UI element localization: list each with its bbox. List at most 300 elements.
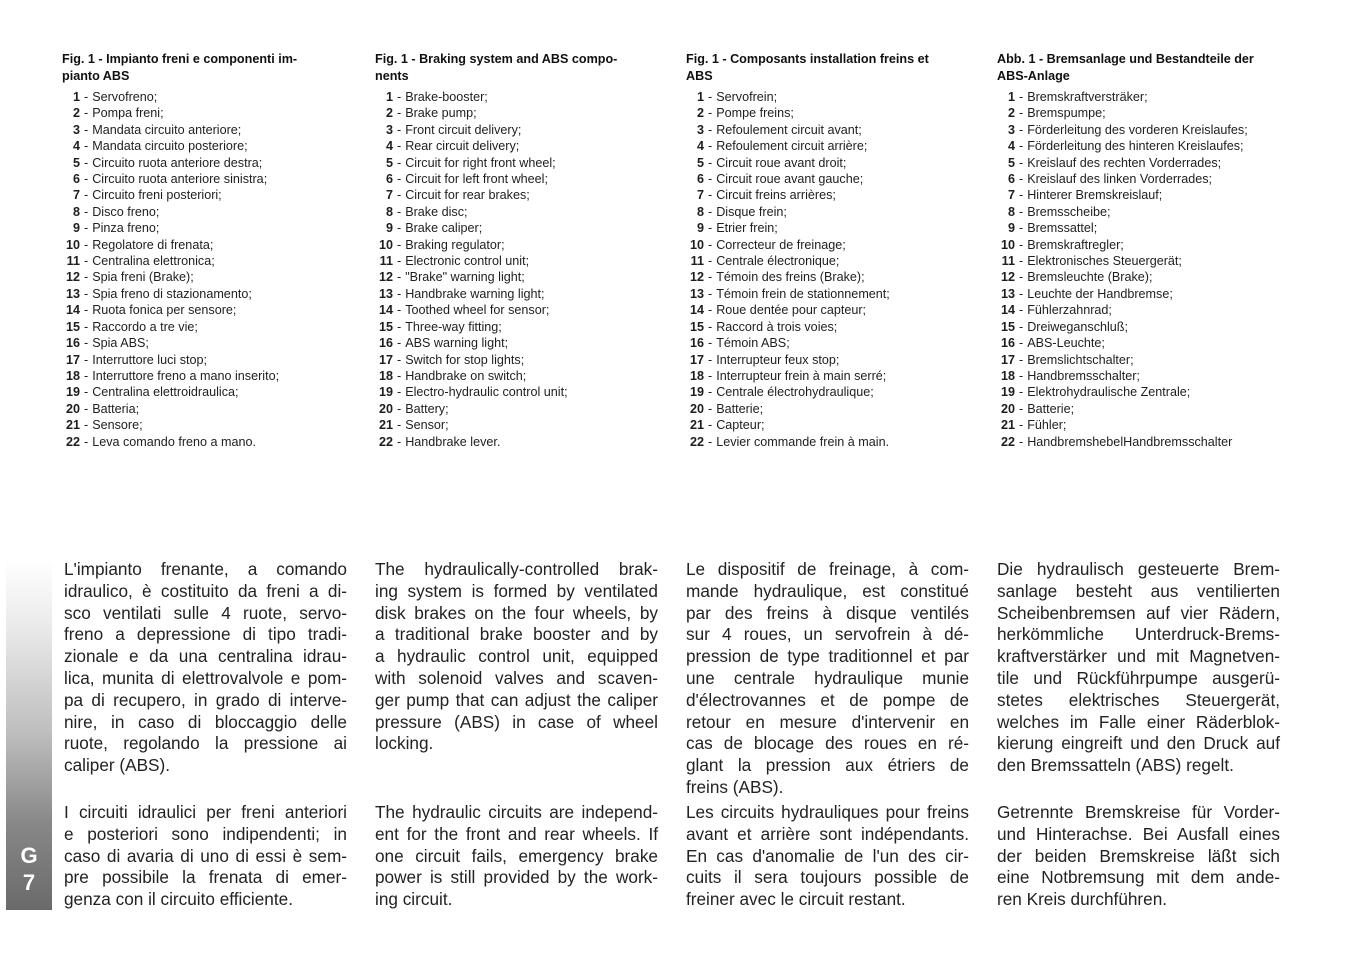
legend-item <box>62 122 350 138</box>
text-line: I circuiti idraulici per freni anteriori <box>64 802 347 822</box>
separator: - <box>1019 368 1024 383</box>
legend-item <box>375 302 663 318</box>
legend-item <box>686 138 974 154</box>
figure-caption: Fig. 1 - Impianto freni e componenti im- pianto ABS <box>62 52 298 83</box>
item-label: Levier commande frein à main. <box>716 434 890 449</box>
text-line: stetes elektrisches Steuergerät, <box>997 689 1280 710</box>
separator: - <box>84 221 89 236</box>
item-label: Refoulement circuit arrière; <box>716 139 868 154</box>
text-line: herkömmliche Unterdruck-Brems- <box>997 624 1280 645</box>
separator: - <box>397 270 402 285</box>
separator: - <box>1019 270 1024 285</box>
item-number: 9 <box>72 221 80 236</box>
item-number: 15 <box>65 319 80 334</box>
text-line: locking. <box>375 733 434 754</box>
item-number: 12 <box>378 270 393 285</box>
text-line: und Hinterachse. Bei Ausfall eines <box>997 823 1280 844</box>
item-number: 11 <box>690 254 704 269</box>
item-number: 12 <box>65 270 80 285</box>
separator: - <box>84 385 89 400</box>
separator: - <box>1019 286 1024 301</box>
legend-item <box>62 417 350 433</box>
legend-item <box>686 335 974 351</box>
text-line: sur 4 roues, un servofrein à dé- <box>686 624 969 645</box>
legend-item <box>686 401 974 417</box>
text-line: ing circuit. <box>375 889 453 910</box>
text-line: tile und Rückführpumpe ausgerü- <box>997 667 1280 688</box>
paragraph-french-p1 <box>686 559 969 799</box>
legend-item <box>997 237 1285 253</box>
legend-item <box>686 204 974 220</box>
paragraph-italian-p2 <box>64 802 347 911</box>
item-number: 6 <box>385 172 393 187</box>
text-line: pressure (ABS) in case of wheel <box>375 711 658 732</box>
legend-item <box>62 401 350 417</box>
separator: - <box>708 139 713 154</box>
item-label: Roue dentée pour capteur; <box>716 303 867 318</box>
separator: - <box>84 139 89 154</box>
separator: - <box>1019 434 1024 449</box>
item-number: 17 <box>1000 352 1015 367</box>
text-line: glant la pression aux étriers de <box>686 755 969 776</box>
item-label: Pompa freni; <box>92 106 164 121</box>
text-line: idraulico, è costituito da freni a di- <box>64 580 347 601</box>
legend-item <box>997 187 1285 203</box>
text-line: cas de blocage des roues en ré- <box>686 733 969 754</box>
separator: - <box>708 368 713 383</box>
separator: - <box>1019 221 1024 236</box>
separator: - <box>84 237 89 252</box>
separator: - <box>708 418 713 433</box>
legend-item <box>686 417 974 433</box>
item-number: 20 <box>689 401 704 416</box>
item-number: 19 <box>65 385 80 400</box>
legend-item <box>997 171 1285 187</box>
separator: - <box>397 319 402 334</box>
text-line: a hydraulic control unit, equipped <box>375 646 658 667</box>
item-number: 18 <box>378 368 393 383</box>
legend-item <box>375 105 663 121</box>
separator: - <box>1019 139 1024 154</box>
item-label: Handbrake lever. <box>405 434 501 449</box>
legend-item <box>375 187 663 203</box>
separator: - <box>397 172 402 187</box>
item-label: Servofreno; <box>92 90 158 104</box>
legend-item <box>997 352 1285 368</box>
text-line: ruote, regolando la pressione ai <box>64 733 347 754</box>
item-number: 1 <box>1007 90 1015 104</box>
item-label: Spia ABS; <box>92 336 149 351</box>
item-number: 17 <box>689 352 704 367</box>
separator: - <box>708 204 713 219</box>
item-number: 6 <box>696 172 704 187</box>
legend-item <box>997 434 1285 450</box>
separator: - <box>397 286 402 301</box>
item-number: 5 <box>385 155 393 170</box>
item-number: 4 <box>385 139 393 154</box>
separator: - <box>1019 254 1024 269</box>
item-label: Ruota fonica per sensore; <box>92 303 237 318</box>
separator: - <box>397 385 402 400</box>
item-number: 3 <box>72 122 80 137</box>
item-number: 19 <box>689 385 704 400</box>
separator: - <box>708 336 713 351</box>
separator: - <box>1019 385 1024 400</box>
item-number: 1 <box>72 90 80 104</box>
legend-item <box>686 89 974 105</box>
item-label: Interruttore freno a mano inserito; <box>92 368 280 383</box>
item-label: Batteria; <box>92 401 140 416</box>
item-label: ABS-Leuchte; <box>1027 336 1105 351</box>
item-label: Pinza freno; <box>92 221 160 236</box>
text-line: welches im Falle einer Räderblok- <box>997 711 1280 732</box>
separator: - <box>708 122 713 137</box>
legend-item <box>62 138 350 154</box>
text-line: par des freins à disque ventilés <box>686 602 969 623</box>
item-number: 10 <box>378 237 393 252</box>
item-label: Leuchte der Handbremse; <box>1027 286 1173 301</box>
paragraph-french-p2 <box>686 802 969 911</box>
item-number: 4 <box>1007 139 1015 154</box>
item-label: Bremskraftversträker; <box>1027 90 1148 104</box>
item-number: 1 <box>696 90 704 104</box>
legend-item <box>375 335 663 351</box>
text-line: with solenoid valves and scaven- <box>375 667 658 688</box>
separator: - <box>708 155 713 170</box>
legend-item <box>997 269 1285 285</box>
separator: - <box>397 254 402 269</box>
separator: - <box>397 237 402 252</box>
item-number: 8 <box>385 204 393 219</box>
item-number: 7 <box>72 188 80 203</box>
legend-item <box>62 253 350 269</box>
separator: - <box>708 254 713 269</box>
separator: - <box>397 122 402 137</box>
item-number: 22 <box>65 434 80 449</box>
item-label: Bremslichtschalter; <box>1027 352 1134 367</box>
item-number: 19 <box>1000 385 1015 400</box>
legend-item <box>62 434 350 450</box>
separator: - <box>708 401 713 416</box>
separator: - <box>1019 418 1024 433</box>
item-number: 9 <box>1007 221 1015 236</box>
item-number: 7 <box>1007 188 1015 203</box>
legend-item <box>375 384 663 400</box>
separator: - <box>397 106 402 121</box>
text-line: En cas d'anomalie de l'un des cir- <box>686 845 969 866</box>
legend-item <box>686 253 974 269</box>
item-label: Batterie; <box>1027 401 1075 416</box>
text-line: cuits il sera toujours possible de <box>686 867 969 888</box>
legend-item <box>997 204 1285 220</box>
text-line: Les circuits hydrauliques pour freins <box>686 802 969 822</box>
separator: - <box>397 155 402 170</box>
separator: - <box>708 352 713 367</box>
text-line: a traditional brake booster and by <box>375 624 658 645</box>
item-label: Etrier frein; <box>716 221 778 236</box>
separator: - <box>84 155 89 170</box>
separator: - <box>1019 122 1024 137</box>
item-number: 15 <box>378 319 393 334</box>
item-label: Brake disc; <box>405 204 468 219</box>
separator: - <box>397 204 402 219</box>
item-number: 21 <box>378 418 393 433</box>
section-tab <box>6 560 52 910</box>
legend-item <box>686 352 974 368</box>
separator: - <box>397 368 402 383</box>
item-number: 17 <box>378 352 393 367</box>
item-label: Sensore; <box>92 418 143 433</box>
separator: - <box>708 270 713 285</box>
legend-item <box>997 89 1285 105</box>
figure-caption: Fig. 1 - Composants installation freins et ABS <box>686 52 929 83</box>
text-line: lica, munita di elettrovalvole e pom- <box>64 667 347 688</box>
item-label: Brake-booster; <box>405 90 488 104</box>
separator: - <box>84 254 89 269</box>
item-number: 14 <box>689 303 704 318</box>
item-label: Three-way fitting; <box>405 319 502 334</box>
text-line: mande hydraulique, est constitué <box>686 580 969 601</box>
legend-item <box>62 368 350 384</box>
legend-item <box>686 302 974 318</box>
text-line: The hydraulic circuits are independ- <box>375 802 658 822</box>
item-number: 12 <box>1000 270 1015 285</box>
text-line: ing system is formed by ventilated <box>375 580 658 601</box>
text-line: der beiden Bremskreise läßt sich <box>997 845 1280 866</box>
separator: - <box>708 237 713 252</box>
separator: - <box>397 418 402 433</box>
item-number: 14 <box>65 303 80 318</box>
paragraph-german-p2 <box>997 802 1280 911</box>
page-number: 7 <box>22 870 36 895</box>
item-number: 11 <box>1001 254 1015 269</box>
separator: - <box>708 221 713 236</box>
item-label: Bremsleuchte (Brake); <box>1027 270 1153 285</box>
item-label: Servofrein; <box>716 90 778 104</box>
separator: - <box>397 221 402 236</box>
text-line: nire, in caso di bloccaggio delle <box>64 711 347 732</box>
separator: - <box>1019 319 1024 334</box>
legend-item <box>997 138 1285 154</box>
separator: - <box>1019 106 1024 121</box>
separator: - <box>84 352 89 367</box>
legend-item <box>997 384 1285 400</box>
item-number: 7 <box>696 188 704 203</box>
item-label: Electro-hydraulic control unit; <box>405 385 568 400</box>
separator: - <box>397 139 402 154</box>
separator: - <box>708 319 713 334</box>
item-number: 18 <box>689 368 704 383</box>
item-label: Circuit roue avant gauche; <box>716 172 864 187</box>
text-line: caso di avaria di uno di essi è sem- <box>64 845 347 866</box>
separator: - <box>397 352 402 367</box>
paragraph-german-p1 <box>997 559 1280 777</box>
item-label: Sensor; <box>405 418 449 433</box>
text-line: power is still provided by the work- <box>375 867 658 888</box>
item-number: 16 <box>65 336 80 351</box>
legend-item <box>375 368 663 384</box>
item-number: 1 <box>385 90 393 104</box>
separator: - <box>397 401 402 416</box>
legend-item <box>997 122 1285 138</box>
item-number: 2 <box>1007 106 1015 121</box>
item-number: 3 <box>696 122 704 137</box>
separator: - <box>1019 401 1024 416</box>
item-label: Leva comando freno a mano. <box>92 434 257 449</box>
item-label: Bremsscheibe; <box>1027 204 1111 219</box>
item-label: Fühler; <box>1027 418 1067 433</box>
item-label: Raccord à trois voies; <box>716 319 838 334</box>
legend-item <box>375 434 663 450</box>
item-label: Fühlerzahnrad; <box>1027 303 1112 318</box>
separator: - <box>1019 172 1024 187</box>
item-number: 18 <box>1000 368 1015 383</box>
legend-item <box>62 335 350 351</box>
legend-item <box>62 302 350 318</box>
item-number: 21 <box>1000 418 1015 433</box>
legend-item <box>375 155 663 171</box>
text-line: freno a depressione di tipo tradi- <box>64 624 347 645</box>
item-label: Handbremsschalter; <box>1027 368 1140 383</box>
item-number: 4 <box>696 139 704 154</box>
separator: - <box>84 401 89 416</box>
legend-item <box>375 220 663 236</box>
item-label: Mandata circuito anteriore; <box>92 122 242 137</box>
separator: - <box>1019 336 1024 351</box>
separator: - <box>708 303 713 318</box>
separator: - <box>1019 204 1024 219</box>
legend-item <box>686 368 974 384</box>
item-number: 10 <box>689 237 704 252</box>
item-number: 6 <box>1007 172 1015 187</box>
item-label: Pompe freins; <box>716 106 794 121</box>
legend-item <box>62 319 350 335</box>
legend-item <box>686 434 974 450</box>
item-label: Disco freno; <box>92 204 160 219</box>
separator: - <box>708 434 713 449</box>
item-label: Battery; <box>405 401 449 416</box>
item-number: 18 <box>65 368 80 383</box>
text-line: zionale e da una centralina idrau- <box>64 646 347 667</box>
separator: - <box>708 106 713 121</box>
item-label: Bremssattel; <box>1027 221 1098 236</box>
item-label: Correcteur de freinage; <box>716 237 846 252</box>
item-label: "Brake" warning light; <box>405 270 525 285</box>
text-line: L'impianto frenante, a comando <box>64 559 347 579</box>
item-label: HandbremshebelHandbremsschalter <box>1027 434 1233 449</box>
legend-item <box>62 237 350 253</box>
item-number: 5 <box>696 155 704 170</box>
separator: - <box>84 188 89 203</box>
separator: - <box>708 385 713 400</box>
item-number: 13 <box>65 286 80 301</box>
text-line: pre possibile la frenata di emer- <box>64 867 347 888</box>
legend-item <box>62 352 350 368</box>
legend-item <box>375 138 663 154</box>
legend-item <box>62 384 350 400</box>
item-number: 5 <box>72 155 80 170</box>
text-line: kierung eingreift und den Druck auf <box>997 733 1280 754</box>
paragraph-italian-p1 <box>64 559 347 777</box>
legend-item <box>375 269 663 285</box>
item-number: 5 <box>1007 155 1015 170</box>
item-number: 12 <box>689 270 704 285</box>
separator: - <box>708 90 713 104</box>
separator: - <box>84 286 89 301</box>
item-label: Handbrake on switch; <box>405 368 527 383</box>
legend-item <box>686 155 974 171</box>
item-label: Elektronisches Steuergerät; <box>1027 254 1182 269</box>
item-label: Handbrake warning light; <box>405 286 545 301</box>
separator: - <box>1019 303 1024 318</box>
item-number: 14 <box>1000 303 1015 318</box>
separator: - <box>708 286 713 301</box>
item-number: 13 <box>689 286 704 301</box>
legend-item <box>686 384 974 400</box>
legend-item <box>62 89 350 105</box>
legend-item <box>375 286 663 302</box>
separator: - <box>84 106 89 121</box>
legend-item <box>686 319 974 335</box>
separator: - <box>708 172 713 187</box>
legend-item <box>375 253 663 269</box>
item-label: Capteur; <box>716 418 765 433</box>
item-number: 17 <box>65 352 80 367</box>
item-number: 19 <box>378 385 393 400</box>
separator: - <box>84 368 89 383</box>
item-label: Interrupteur feux stop; <box>716 352 840 367</box>
text-line: Die hydraulisch gesteuerte Brem- <box>997 559 1280 579</box>
item-label: Disque frein; <box>716 204 787 219</box>
text-line: ren Kreis durchführen. <box>997 889 1168 910</box>
legend-item <box>997 335 1285 351</box>
legend-item <box>686 237 974 253</box>
separator: - <box>84 303 89 318</box>
item-label: Rear circuit delivery; <box>405 139 520 154</box>
legend-item <box>686 286 974 302</box>
separator: - <box>84 336 89 351</box>
item-label: Centralina elettroidraulica; <box>92 385 239 400</box>
item-label: Brake pump; <box>405 106 477 121</box>
item-label: Circuito ruota anteriore sinistra; <box>92 172 268 187</box>
text-line: Scheibenbremsen auf vier Rädern, <box>997 602 1280 623</box>
text-line: pa di recupero, in grado di interve- <box>64 689 347 710</box>
item-label: Centrale électrohydraulique; <box>716 385 874 400</box>
legend-item <box>62 204 350 220</box>
item-label: Témoin ABS; <box>716 336 790 351</box>
item-number: 16 <box>1000 336 1015 351</box>
text-line: one circuit fails, emergency brake <box>375 845 658 866</box>
legend-english <box>375 51 663 450</box>
item-label: Kreislauf des rechten Vorderrades; <box>1027 155 1222 170</box>
separator: - <box>397 188 402 203</box>
item-label: Front circuit delivery; <box>405 122 522 137</box>
separator: - <box>84 204 89 219</box>
separator: - <box>84 172 89 187</box>
text-line: The hydraulically-controlled brak- <box>375 559 658 579</box>
item-number: 16 <box>378 336 393 351</box>
legend-item <box>375 319 663 335</box>
item-label: Témoin des freins (Brake); <box>716 270 865 285</box>
item-label: Circuito freni posteriori; <box>92 188 222 203</box>
item-label: Kreislauf des linken Vorderrades; <box>1027 172 1213 187</box>
item-label: Circuit for rear brakes; <box>405 188 530 203</box>
text-line: sanlage besteht aus ventilierten <box>997 580 1280 601</box>
figure-caption: Fig. 1 - Braking system and ABS compo- nents <box>375 52 618 83</box>
item-number: 8 <box>1007 204 1015 219</box>
text-line: Getrennte Bremskreise für Vorder- <box>997 802 1280 822</box>
legend-item <box>62 269 350 285</box>
